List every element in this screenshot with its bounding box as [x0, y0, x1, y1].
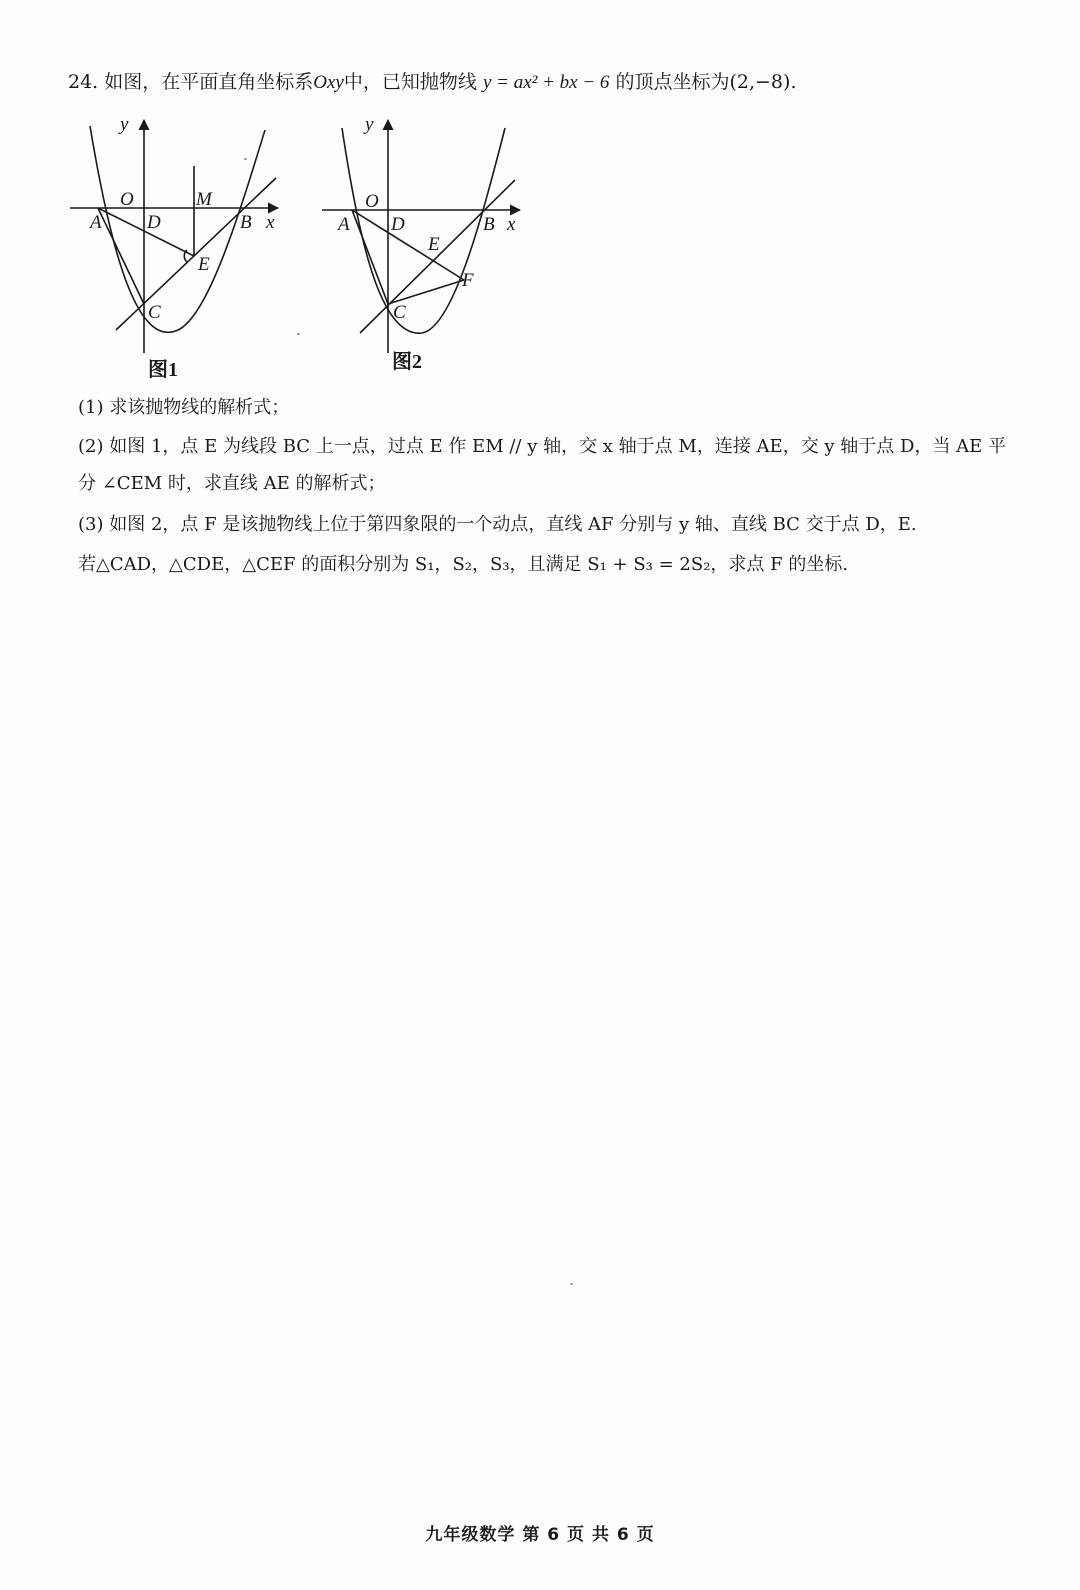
fig2-line-af: [352, 210, 464, 280]
part-2-line-1: (2) 如图 1，点 E 为线段 BC 上一点，过点 E 作 EM // y 轴，交 x 轴于点 M，连接 AE，交 y 轴于点 D，当 AE 平: [78, 436, 1007, 457]
fig1-label-x: x: [266, 212, 275, 233]
vertex-coordinates: (2,−8): [729, 71, 791, 93]
fig2-label-c: C: [393, 302, 406, 323]
fig1-label-o: O: [120, 189, 134, 210]
page-footer: 九年级数学 第 6 页 共 6 页: [425, 1525, 655, 1545]
fig2-label-d: D: [391, 214, 405, 235]
fig1-caption: 图1: [148, 359, 178, 381]
fig1-label-a: A: [90, 212, 102, 233]
part-1: (1) 求该抛物线的解析式；: [78, 397, 290, 418]
fig1-label-d: D: [147, 212, 161, 233]
part-3-line-2: 若△CAD，△CDE，△CEF 的面积分别为 S₁，S₂，S₃，且满足 S₁ + S₃ = 2S₂，求点 F 的坐标.: [78, 554, 849, 575]
fig1-label-m: M: [196, 189, 212, 210]
fig1-label-e: E: [198, 254, 210, 275]
scan-speck: [244, 158, 247, 160]
fig2-label-e: E: [428, 234, 440, 255]
question-number: 24.: [68, 71, 99, 93]
fig2-label-x: x: [507, 214, 516, 235]
scan-speck: [570, 1283, 573, 1285]
stem-suffix: 的顶点坐标为: [615, 71, 730, 93]
part-3-line-1: (3) 如图 2，点 F 是该抛物线上位于第四象限的一个动点，直线 AF 分别与 y 轴、直线 BC 交于点 D，E.: [78, 514, 917, 535]
fig1-label-y: y: [120, 114, 129, 135]
figure-1-labels: [88, 114, 275, 323]
question-stem: [68, 66, 796, 99]
fig2-label-f: F: [462, 270, 474, 291]
parabola-equation: y = ax² + bx − 6: [482, 72, 610, 93]
fig2-label-o: O: [365, 191, 379, 212]
fig2-label-b: B: [483, 214, 495, 235]
fig2-caption: 图2: [392, 351, 422, 373]
figures-svg: [60, 108, 540, 388]
stem-end: .: [790, 71, 797, 93]
figure-2: [322, 120, 520, 353]
coord-system: Oxy: [313, 72, 344, 93]
fig2-parabola: [342, 128, 505, 333]
stem-mid: 中，已知抛物线: [343, 71, 477, 93]
fig2-line-cf: [388, 280, 464, 304]
fig1-label-b: B: [240, 212, 252, 233]
fig2-line-ac: [352, 210, 388, 304]
fig1-label-c: C: [148, 302, 161, 323]
fig2-line-bc: [360, 180, 515, 333]
part-2-line-2: 分 ∠CEM 时，求直线 AE 的解析式；: [78, 473, 386, 494]
scan-speck: [297, 333, 300, 335]
fig1-line-ac: [98, 208, 144, 304]
figures-area: [60, 108, 540, 388]
fig2-label-a: A: [338, 214, 350, 235]
stem-prefix: 如图，在平面直角坐标系: [104, 71, 314, 93]
fig1-parabola: [90, 126, 265, 332]
fig2-label-y: y: [365, 114, 374, 135]
fig1-line-ae: [98, 208, 194, 256]
figure-1: [70, 120, 278, 353]
